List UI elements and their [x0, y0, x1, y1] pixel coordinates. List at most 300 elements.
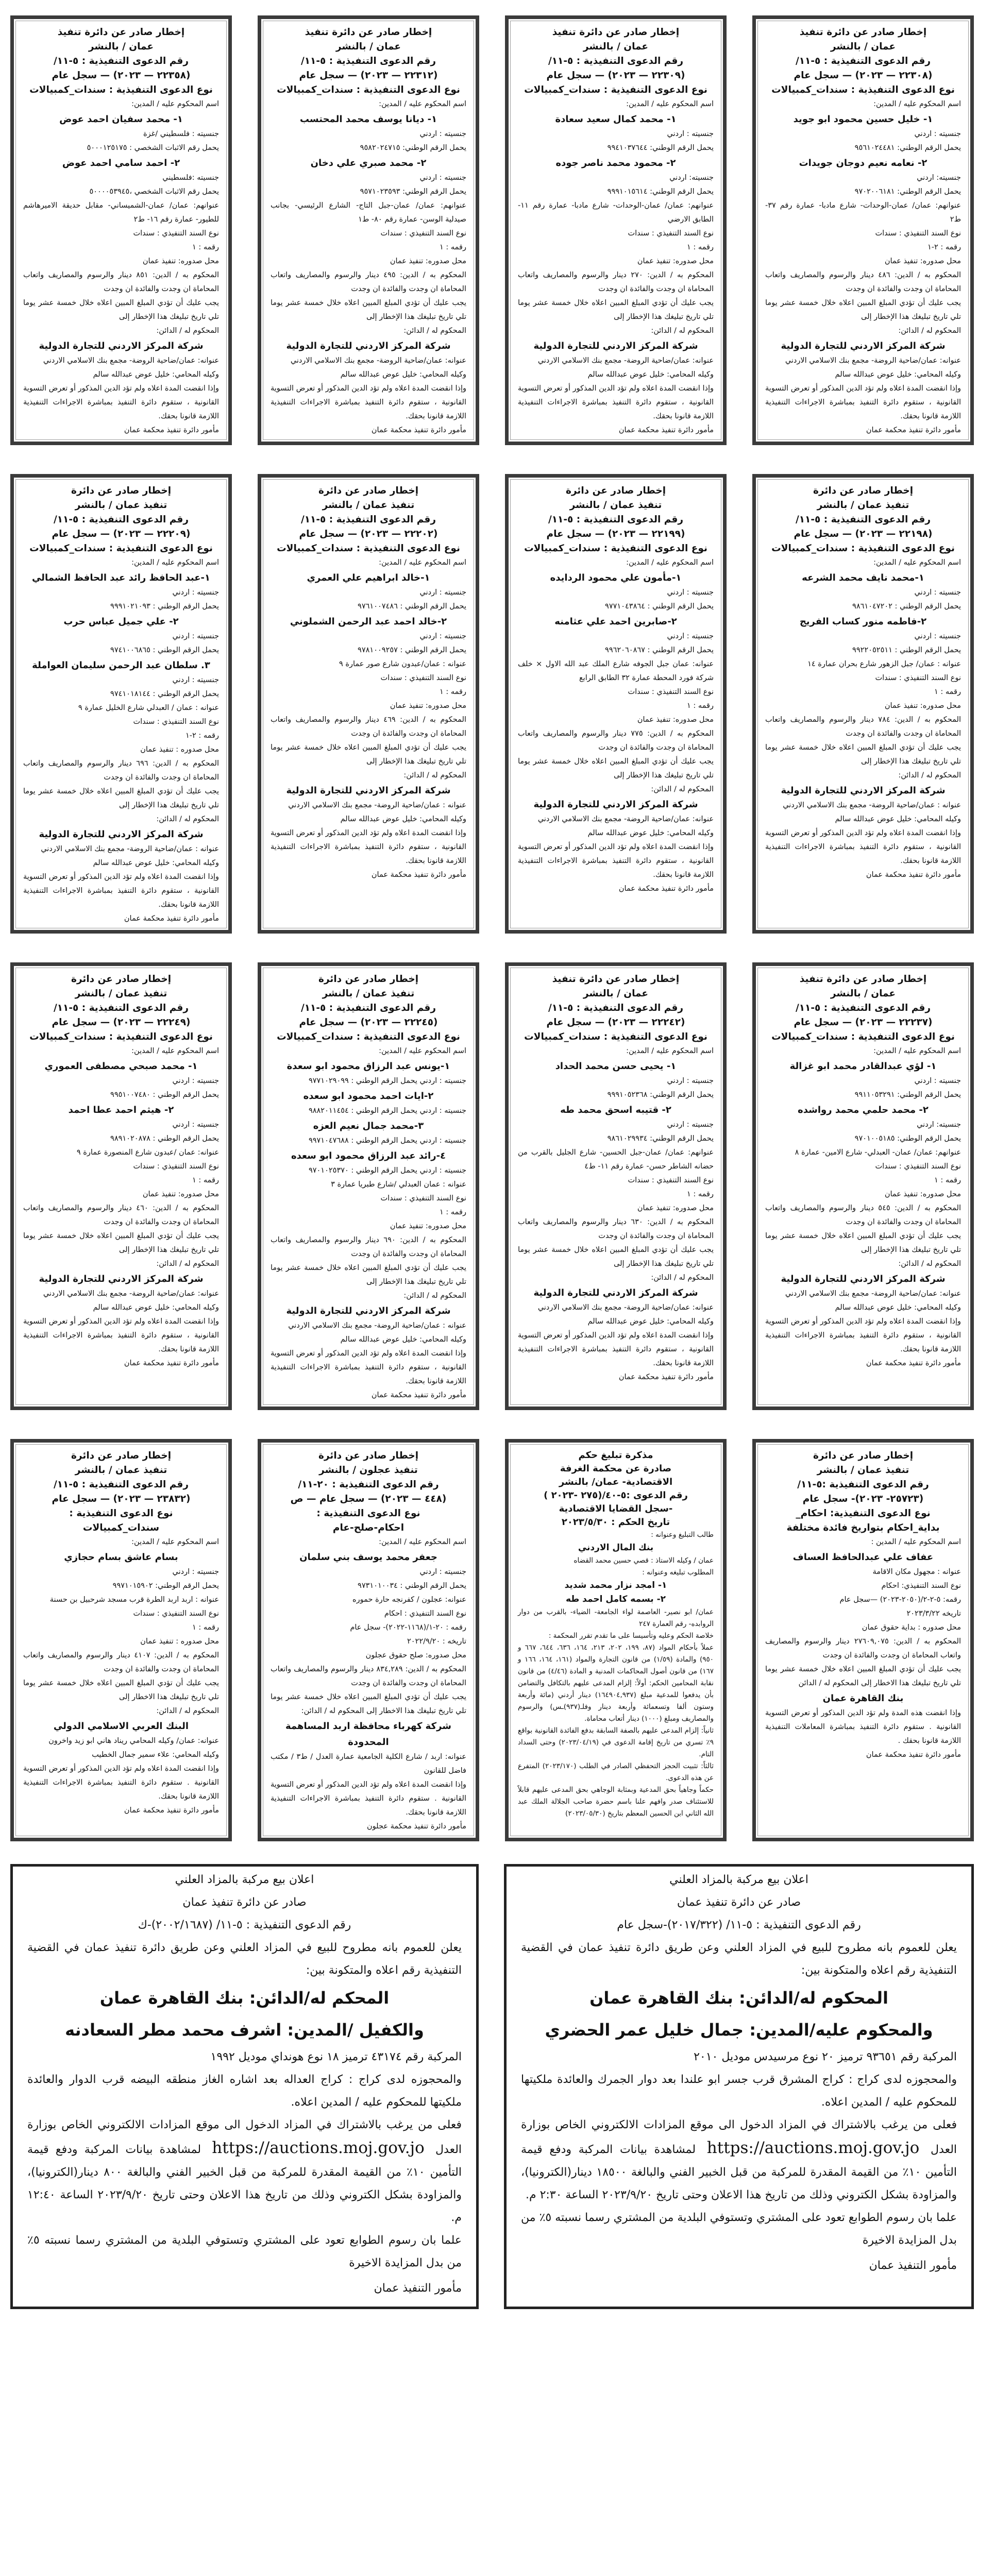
- notice-heading: رقم الدعوى التنفيذية : ٥-١١/: [53, 1003, 189, 1013]
- notice-text: وإذا انقضت المدة اعلاه ولم تؤد الدين المذكور أو تعرض التسوية القانونية ، ستقوم دائرة التنفيذ بمباشرة الاجراءات التنفيذية اللازمة قانونا بحقك.: [271, 384, 466, 420]
- notice-text: محل صدوره: تنفيذ عمان: [884, 257, 961, 265]
- notice-text: يحمل الرقم الوطني : ٩٧٧١٠٤٣٨٦٤: [605, 602, 714, 611]
- notice-text: المحكوم له / الدائن:: [651, 785, 714, 793]
- notice-text: المحكوم له / الدائن:: [156, 815, 219, 823]
- notice-text: عنوانه : اربد اربد الطرة قرب مسجد شرحبيل بن حسنة: [49, 1596, 219, 1604]
- party-name: بنك القاهرة عمان: [822, 1693, 904, 1704]
- notice-text: عنوانه: عمان/ضاحية الروضة- مجمع بنك الاسلامي الاردني: [290, 357, 466, 365]
- party-name: شركة المركز الاردني للتجارة الدولية: [286, 1306, 451, 1316]
- notice-heading: (٢٢١٩٩ — ٢٠٢٣) — سجل عام: [546, 529, 685, 539]
- party-name: ٢- محمد صبري علي دخان: [310, 158, 427, 168]
- notice-text: رقمه : ١: [934, 1176, 961, 1184]
- notice-heading: نوع الدعوى التنفيذية : سندات_كمبيالات: [277, 84, 460, 95]
- notice-text: عنوانه: عمان/ضاحية الروضة- مجمع بنك الاسلامي الاردني: [537, 1303, 714, 1312]
- notice-text: رقمه : ١: [687, 702, 714, 710]
- notice-text: جنسيته : اردني: [172, 1568, 219, 1576]
- notice-heading: نوع الدعوى التنفيذية : سندات_كمبيالات: [277, 543, 460, 554]
- notice-text: نوع السند التنفيذي : سندات: [628, 229, 714, 238]
- signature: مأمور دائرة تنفيذ محكمة عمان: [866, 1359, 961, 1367]
- notice-text: والمحجوزه لدى كراج : كراج العداله بعد اشاره الغاز منطقه البيضه قرب الدوار والعائدة ملكيتها للمحكوم عليه / المدين اعلاه.: [27, 2073, 462, 2109]
- notice-text: وكيله المحامي: خليل عوض عبدالله سالم: [835, 815, 961, 823]
- paragraph-text: لمشاهدة بيانات المركبة ودفع قيمة التأمين ١٠٪ من القيمة المقدرة للمركبة من قبل الخبير الفني والبالغة ٨٠٠ دينار(الكترونيا)، والمزاودة بشكل الكتروني وذلك من تاريخ هذا الاعلان وحتى تاريخ ٢٠٢٣/٩/٢٠ الساعة ١٢:٤٠ م.: [27, 2143, 462, 2224]
- notice-text: اسم المحكوم عليه / المدين:: [379, 558, 466, 567]
- notice-heading: إخطار صادر عن دائرة: [813, 1450, 914, 1461]
- notice-text: رقمه : ٢-١: [927, 243, 961, 251]
- notice-text: نوع السند التنفيذي: احكام: [881, 1582, 961, 1590]
- notice-heading: رقم الدعوى التنفيذية : ٥-١١/: [548, 1003, 684, 1013]
- notice-text: عنوانه: اربد / شارع الكلية الجامعية عمارة العدل / ط٣ / مكتب فاضل للقانون: [271, 1753, 467, 1775]
- notice-heading: إخطار صادر عن دائرة: [813, 485, 914, 496]
- notice-heading: (٢٣٨٣٢ — ٢٠٢٣) — سجل عام: [52, 1494, 191, 1504]
- notice-heading: نوع الدعوى التنفيذية :: [316, 1508, 420, 1519]
- notice-heading: رقم الدعوى التنفيذية : ٢٠-١١/: [298, 1479, 439, 1490]
- notice-heading: إخطار صادر عن دائرة تنفيذ: [57, 27, 185, 38]
- notice-text: يحمل الرقم الوطني: ٩٨٦١٠٢٩٩٣٤: [607, 1134, 714, 1143]
- notice-text: جنسيته : اردني يحمل الرقم الوطني : ٩٩٧١٠٤٧٦٨٨: [308, 1137, 466, 1145]
- notice-text: محل صدوره : تنفيذ عمان: [140, 745, 219, 754]
- notice-text: المحكوم له / الدائن:: [898, 771, 961, 779]
- notice-text: يحمل الرقم الوطني: ٩٧٠٢٠٠٦١٨١: [854, 188, 961, 196]
- notice-text: يحمل الرقم الوطني : ٩٧٨١٠٠٩٢٥٧: [358, 646, 466, 654]
- notice-heading: رقم الدعوى التنفيذية : ٥-١١/: [53, 56, 189, 66]
- notice-text: عنوانهم: عمان/ عمان- العبدلي- شارع الامين- عمارة ٨: [795, 1148, 961, 1157]
- signature: مأمور دائرة تنفيذ محكمة عمان: [866, 871, 961, 879]
- notice-text: المحكوم له / الدائن:: [156, 1707, 219, 1715]
- notice-heading: إخطار صادر عن دائرة تنفيذ: [799, 27, 927, 38]
- notice-text: جنسيته : اردني: [172, 1077, 219, 1085]
- signature: مأمور دائرة تنفيذ محكمة عمان: [866, 1751, 961, 1759]
- notice-text: يحمل الرقم الوطني: ٩٩٩١٠٥٢٣٦٨: [607, 1091, 714, 1099]
- notice-heading: (٤٤٨ — ٢٠٢٣) — سجل عام — ص: [290, 1494, 447, 1504]
- notice-text: عمان/ ابو نصير- العاصمة لواء الجامعة- الضياء- بالقرب من دوار الروابده- رقم العمارة ٢٤٧: [518, 1608, 714, 1628]
- notice-heading: تنفيذ عمان / بالنشر: [75, 500, 167, 511]
- notice-text: خلاصة الحكم وعليه وتأسيسا على ما تقدم تقرر المحكمة :: [548, 1632, 714, 1640]
- party-name: ٢-فاطمه منور كساب الفريج: [799, 616, 927, 627]
- notice-text: اسم المحكوم عليه / المدين:: [626, 558, 714, 567]
- party-name: ١-مأمون علي محمود الردايده: [550, 572, 682, 583]
- notice-text: يحمل الرقم الوطني : ٩٨٦١٠٤٧٢٠٢: [852, 602, 961, 611]
- notice-text: اسم المحكوم عليه / المدين:: [379, 100, 466, 108]
- notice-text: رقمه : ١: [440, 1208, 466, 1216]
- auction-ads-row: [10, 1864, 974, 2309]
- notice-heading: تنفيذ عمان / بالنشر: [817, 500, 909, 511]
- auction-website-link[interactable]: https://auctions.moj.gov.jo: [706, 2139, 920, 2157]
- notice-text: يعلن للعموم بانه مطروح للبيع في المزاد العلني وعن طريق دائرة تنفيذ عمان في القضية التنفيذية رقم اعلاه والمتكونة بين:: [27, 1941, 462, 1977]
- notice-text: اسم المحكوم عليه / المدين:: [873, 100, 961, 108]
- party-name: ١- محمد سفيان احمد عوض: [59, 114, 183, 125]
- notice-text: نوع السند التنفيذي : احكام: [384, 1609, 466, 1618]
- party-name: ١- محمد صبحي مصطفى العموري: [44, 1061, 198, 1072]
- signature: مأمور دائرة تنفيذ محكمة عجلون: [367, 1822, 466, 1831]
- legal-notice: [505, 962, 727, 1410]
- notice-text: محل صدوره: تنفيذ عمان: [390, 1222, 466, 1230]
- paragraph-text: فعلى من يرغب بالاشتراك في المزاد الدخول الى موقع المزادات الالكتروني الخاص بوزارة العدل: [521, 2119, 957, 2156]
- party-name: ٤-رائد عبد الرزاق محمود ابو سعده: [291, 1150, 446, 1161]
- party-name: ٢-ايات احمد محمود ابو سعده: [303, 1091, 434, 1101]
- notice-heading: إخطار صادر عن دائرة: [71, 974, 172, 985]
- notice-heading: تنفيذ عمان / بالنشر: [569, 500, 662, 511]
- ad-party-line: المحكم له/الدائن: بنك القاهرة عمان: [99, 1988, 390, 2008]
- party-name: ٢- نعامه نعيم دوجان جويدات: [799, 158, 927, 168]
- notice-text: وإذا انقضت المدة اعلاه ولم تؤد الدين المذكور أو تعرض التسوية القانونية ، ستقوم دائرة التنفيذ بمباشرة الاجراءات التنفيذية اللازمة قانونا بحقك.: [765, 1317, 961, 1353]
- notice-text: جنسيته :فلسطيني: [162, 174, 219, 182]
- notice-text: يحمل الرقم الوطني : ٩٨٩١٠٢٠٨٧٨: [110, 1134, 219, 1143]
- signature: مأمور التنفيذ عمان: [869, 2259, 957, 2272]
- notice-text: وكيله المحامي: خليل عوض عبدالله سالم: [587, 370, 714, 379]
- party-name: ٢- علي جميل عباس حرب: [63, 616, 179, 627]
- signature: مأمور دائرة تنفيذ محكمة عمان: [371, 426, 466, 434]
- notice-text: رقمه : ١: [440, 688, 466, 696]
- notice-text: رقمه : ٢-١: [185, 732, 219, 740]
- party-name: شركة المركز الاردني للتجارة الدولية: [39, 341, 204, 351]
- notice-text: المحكوم به / الدين: ٧٧٥ دينار والرسوم والمصاريف واتعاب المحاماة ان وجدت والفائدة ان وجدت: [518, 730, 714, 752]
- notice-text: المحكوم له / الدائن:: [403, 771, 466, 779]
- notice-heading: سندات_كمبيالات: [82, 1522, 160, 1533]
- notice-heading: احكام-صلح-عام: [332, 1522, 404, 1533]
- signature: مأمور دائرة تنفيذ محكمة عمان: [618, 885, 714, 893]
- ad-heading: رقم الدعوى التنفيذية : ٥-١١/ (٢٠٠٢/١٦٨٧)-ك: [138, 1919, 351, 1931]
- notice-heading: رقم الدعوى التنفيذية : ٥-١١/: [548, 56, 684, 66]
- party-name: ٢- هيثم احمد عطا احمد: [68, 1105, 174, 1115]
- notice-text: المحكوم له / الدائن:: [156, 1260, 219, 1268]
- notice-text: المحكوم له / الدائن:: [403, 1292, 466, 1300]
- notice-text: المحكوم له / الدائن:: [156, 327, 219, 335]
- party-name: شركة المركز الاردني للتجارة الدولية: [781, 341, 946, 351]
- notice-text: يجب عليك أن تؤدي المبلغ المبين اعلاه خلال خمسة عشر يوما تلي تاريخ تبليغك هذا الإخطار إلى: [765, 743, 961, 766]
- auction-website-paragraph: [27, 2114, 462, 2229]
- ad-heading: صادر عن دائرة تنفيذ عمان: [677, 1896, 801, 1909]
- notice-heading: تنفيذ عمان / بالنشر: [75, 1465, 167, 1476]
- notice-text: محل صدوره: تنفيذ عمان: [637, 1204, 714, 1212]
- notice-heading: عمان / بالنشر: [583, 41, 649, 52]
- notice-heading: بداية_احكام بتواريخ فائدة مختلفة: [786, 1522, 940, 1533]
- notice-text: يحمل الرقم الوطني: ٩٥٨٢٠٢٤٧١٥: [360, 144, 466, 152]
- notice-text: وإذا انقضت المدة اعلاه ولم تؤد الدين المذكور أو تعرض التسوية القانونية ، ستقوم دائرة التنفيذ بمباشرة الاجراءات التنفيذية اللازمة قانونا بحقك.: [271, 829, 466, 865]
- signature: مأمور دائرة تنفيذ محكمة عمان: [371, 871, 466, 879]
- notice-text: تاريخه ٢٠٢٣/٣/٢٢: [906, 1609, 961, 1618]
- notice-text: المحكوم به / الدين: ٦٣٠ دينار والرسوم والمصاريف واتعاب المحاماة ان وجدت والفائدة ان وجدت: [518, 1218, 714, 1240]
- party-name: ١- يحيى حسن محمد الحداد: [555, 1061, 677, 1072]
- notice-text: اسم المحكوم عليه / المدين:: [379, 1538, 466, 1546]
- notice-text: عنوانهم: عمان/ عمان-جبل الحسين- شارع الجليل بالقرب من حضانه الشاطر حسن- عمارة رقم ١١- ط٤: [518, 1148, 714, 1171]
- notice-heading: رقم الدعوى التنفيذية : ٥-١١/: [53, 514, 189, 525]
- notice-heading: نوع الدعوى التنفيذية : سندات_كمبيالات: [29, 1031, 213, 1042]
- paragraph-text: فعلى من يرغب بالاشتراك في المزاد الدخول الى موقع المزادات الالكتروني الخاص بوزارة العدل: [27, 2119, 462, 2156]
- notice-text: نوع السند التنفيذي : سندات: [133, 1609, 219, 1618]
- notice-text: عمان / وكيله الاستاذ : قصي حسين محمد القضاه: [574, 1556, 714, 1565]
- notice-text: يحمل الرقم الوطني : ٩٩٩١٠٢١٠٩٣: [110, 602, 219, 611]
- party-name: شركة المركز الاردني للتجارة الدولية: [39, 829, 204, 840]
- legal-notice: [505, 15, 727, 445]
- notice-text: وكيله المحامي: خليل عوض عبدالله سالم: [93, 370, 219, 379]
- party-name: عفاف علي عبدالحافظ العساف: [792, 1552, 934, 1563]
- auction-website-link[interactable]: https://auctions.moj.gov.jo: [212, 2139, 425, 2157]
- party-name: ١- خليل حسين محمود ابو جويد: [793, 114, 933, 125]
- vehicle-auction-ad: [504, 1864, 974, 2309]
- notice-text: محل صدوره: تنفيذ عمان: [637, 716, 714, 724]
- notice-heading: (٢٥٧٢٣- ٢٠٢٣)- سجل عام: [802, 1494, 924, 1504]
- notice-text: المحكوم به / الدين: ٤٦٠ دينار والرسوم والمصاريف واتعاب المحاماة ان وجدت والفائدة ان وجدت: [23, 1204, 219, 1226]
- notice-text: وكيله المحامي: علاء سمير جمال الخطيب: [92, 1751, 219, 1759]
- ad-heading: اعلان بيع مركبة بالمزاد العلني: [175, 1873, 314, 1886]
- notice-text: يجب عليك أن تؤدي المبلغ المبين اعلاه خلال خمسة عشر يوما تلي تاريخ تبليغك هذا الإخطار إلى: [518, 757, 714, 779]
- legal-notice: [258, 474, 479, 934]
- notice-heading: (٢٢٢٤٥ — ٢٠٢٣) — سجل عام: [299, 1017, 438, 1028]
- notice-heading: -سجل القضايا الاقتصادية: [559, 1503, 673, 1514]
- notice-heading: نوع الدعوى التنفيذية : سندات_كمبيالات: [524, 543, 707, 554]
- notice-text: يجب عليك أن تؤدي المبلغ المبين اعلاه خلال خمسة عشر يوما تلي تاريخ تبليغك هذا الإخطار إلى: [765, 299, 961, 321]
- notice-text: وإذا انقضت المدة اعلاه ولم تؤد الدين المذكور أو تعرض التسوية القانونية ، ستقوم دائرة التنفيذ بمباشرة الاجراءات التنفيذية اللازمة قانونا بحقك.: [518, 1331, 714, 1367]
- notice-text: يحمل الرقم الوطني: ٩٥٦١٠٢٤٤٨١: [854, 144, 961, 152]
- party-name: ٢- احمد سامي احمد عوض: [62, 158, 180, 168]
- notice-text: عنوانه : عمان/ضاحية الروضة- مجمع بنك الاسلامي الاردني: [288, 801, 466, 809]
- notice-heading: عمان / بالنشر: [88, 41, 154, 52]
- notice-text: المحكوم به / الدين: ٢٧٦٠٩,٠٧٥ دينار والرسوم والمصاريف واتعاب المحاماة ان وجدت والفائدة ان وجدت: [765, 1637, 961, 1659]
- signature: مأمور دائرة تنفيذ محكمة عمان: [866, 426, 961, 434]
- notice-text: محل صدوره: تنفيذ عمان: [390, 257, 466, 265]
- notice-text: عنوانهم: عمان/ عمان-جبل التاج- الشارع الرئيسي- بجانب صيدلية الوسن- عمارة رقم ٨٠- ط١: [271, 201, 466, 224]
- signature: مأمور دائرة تنفيذ محكمة عمان: [618, 426, 714, 434]
- notice-text: المطلوب تبليغه وعنوانه :: [642, 1568, 714, 1577]
- notice-text: يجب عليك أن تؤدي المبلغ المبين اعلاه خلال خمسة عشر يوما تلي تاريخ تبليغك هذا الإخطار إلى: [271, 743, 466, 766]
- signature: مأمور دائرة تنفيذ محكمة عمان: [618, 1373, 714, 1381]
- notice-text: رقمه : ١: [687, 243, 714, 251]
- notice-text: محل صدوره : بداية حقوق عمان: [862, 1623, 961, 1632]
- notice-text: المحكوم به / الدين: ٤١٠٧ دينار والرسوم والمصاريف واتعاب المحاماة ان وجدت والفائدة ان وجدت: [23, 1651, 219, 1673]
- notice-text: عنوانه : عمان/ جبل الزهور شارع بحران عمارة ١٤: [807, 660, 961, 668]
- notice-text: جنسيته : اردني: [914, 130, 961, 138]
- notice-text: جنسيته : اردني يحمل الرقم الوطني : ٩٨٨٢٠١١٤٥٤: [308, 1107, 466, 1115]
- notice-text: يحمل الرقم الوطني : ٩٧٤١٠٠٦٨٦٥: [110, 646, 219, 654]
- party-name: شركة المركز الاردني للتجارة الدولية: [781, 1274, 946, 1284]
- notice-text: جنسيته: اردني: [669, 174, 714, 182]
- notice-text: يعلن للعموم بانه مطروح للبيع في المزاد العلني وعن طريق دائرة تنفيذ عمان في القضية التنفيذية رقم اعلاه والمتكونة بين:: [521, 1941, 957, 1977]
- notice-text: جنسيته: اردني: [917, 1121, 961, 1129]
- notice-heading: نوع الدعوى التنفيذية : سندات_كمبيالات: [771, 84, 955, 95]
- notice-text: عنوانه : عمان/عبدون شارع صور عمارة ٩: [339, 660, 466, 668]
- notice-text: جنسيته : اردني: [419, 632, 466, 640]
- party-name: ٢- بسمه كامل احمد طه: [565, 1594, 666, 1604]
- notice-text: المحكوم به / الدين: ٦٩٠ دينار والرسوم والمصاريف واتعاب المحاماة ان وجدت والفائدة ان وجدت: [271, 1236, 466, 1258]
- party-name: شركة المركز الاردني للتجارة الدولية: [39, 1274, 204, 1284]
- legal-notice: [10, 1439, 232, 1841]
- notice-text: عنوانهم: عمان/ عمان-الوحدات- شارع مادبا- عمارة رقم ٣٧- ط٢: [765, 201, 961, 224]
- notice-heading: رقم الدعوى :٥-٤٠/(٢٧٥ -٢٠٢٣ ): [544, 1490, 688, 1501]
- notice-text: وإذا انقضت المدة اعلاه ولم تؤد الدين المذكور أو تعرض التسوية القانونية ، ستقوم دائرة التنفيذ بمباشرة الاجراءات التنفيذية اللازمة قانونا بحقك.: [518, 384, 714, 420]
- notice-text: المحكوم به / الدين: ٥٤٥ دينار والرسوم والمصاريف واتعاب المحاماة ان وجدت والفائدة ان وجدت: [765, 1204, 961, 1226]
- notice-text: رقمه : ١: [192, 1623, 219, 1632]
- legal-notice: [752, 474, 974, 934]
- notice-text: جنسيته : اردني: [172, 676, 219, 684]
- notice-heading: إخطار صادر عن دائرة: [565, 485, 666, 496]
- party-name: ٣-محمد جمال نعيم العزه: [313, 1121, 424, 1131]
- notice-heading: صادرة عن محكمة الغرفة: [560, 1463, 672, 1474]
- notice-text: عنوانه : عمان/ضاحية الروضة- مجمع بنك الاسلامي الاردني: [41, 845, 219, 853]
- notice-text: وكيله المحامي: خليل عوض عبدالله سالم: [835, 370, 961, 379]
- notice-text: المحكوم به / الدين: ٧٨٤ دينار والرسوم والمصاريف واتعاب المحاماة ان وجدت والفائدة ان وجدت: [765, 716, 961, 738]
- notice-text: يحمل رقم الاثبات الشخصي ،٥٠٠٠٠٥٣٩٤٥: [89, 188, 219, 196]
- notice-text: المحكوم به / الدين: ٤٩٥ دينار والرسوم والمصاريف واتعاب المحاماة ان وجدت والفائدة ان وجدت: [271, 271, 466, 293]
- notice-heading: (٢٢٣٥٨ — ٢٠٢٣) — سجل عام: [52, 70, 191, 81]
- notice-heading: إخطار صادر عن دائرة تنفيذ: [305, 27, 432, 38]
- notice-text: المحكوم به / الدين: ٤٨٦ دينار والرسوم والمصاريف واتعاب المحاماة ان وجدت والفائدة ان وجدت: [765, 271, 961, 293]
- notice-text: جنسيته : اردني: [914, 1077, 961, 1085]
- notice-text: المحكوم به / الدين: ٦٩٦ دينار والرسوم والمصاريف واتعاب المحاماة ان وجدت والفائدة ان وجدت: [23, 759, 219, 782]
- party-name: ٢- محمود محمد ناصر جوده: [555, 158, 676, 168]
- notice-text: المحكوم به / الدين: ٤٦٩ دينار والرسوم والمصاريف واتعاب المحاماة ان وجدت والفائدة ان وجدت: [271, 716, 466, 738]
- notice-heading: نوع الدعوى التنفيذية : سندات_كمبيالات: [771, 543, 955, 554]
- party-name: بنك المال الاردني: [578, 1543, 654, 1553]
- notice-text: نوع السند التنفيذي : سندات: [133, 229, 219, 238]
- notice-heading: إخطار صادر عن دائرة تنفيذ: [799, 974, 927, 985]
- notice-text: وإذا انقضت المدة اعلاه ولم تؤد الدين المذكور أو تعرض التسوية القانونية ، ستقوم دائرة التنفيذ بمباشرة الاجراءات التنفيذية اللازمة قانونا بحقك.: [518, 843, 714, 879]
- notice-text: نوع السند التنفيذي : سندات: [875, 1162, 961, 1171]
- notice-heading: إخطار صادر عن دائرة تنفيذ: [552, 27, 680, 38]
- notice-text: وكيله المحامي: خليل عوض عبدالله سالم: [587, 829, 714, 837]
- ad-party-line: والمحكوم عليه/المدين: جمال خليل عمر الحضري: [545, 2020, 933, 2040]
- notice-text: المحكوم له / الدائن:: [651, 327, 714, 335]
- notice-text: علما بان رسوم الطوابع تعود على المشتري وتستوفي البلدية من المشتري رسما نسبته ٥٪ من بدل المزايدة الاخيرة: [521, 2211, 957, 2247]
- notice-text: جنسيته : اردني يحمل الرقم الوطني : ٩٧٠١٠٢٥٣٧٠: [308, 1166, 466, 1175]
- ad-party-line: والكفيل /المدين: اشرف محمد مطر السعادنه: [65, 2020, 424, 2040]
- notice-text: اسم المحكوم عليه / المدين:: [131, 1047, 219, 1055]
- party-name: ١-عبد الحافظ رائد عبد الحافظ الشمالي: [31, 572, 211, 583]
- notice-text: يجب عليك أن تؤدي المبلغ المبين اعلاه خلال خمسة عشر يوما تلي تاريخ تبليغك هذا الإخطار إلى: [765, 1232, 961, 1254]
- notice-text: جنسيته : اردني: [667, 130, 714, 138]
- notice-text: محل صدوره: تنفيذ عمان: [637, 257, 714, 265]
- notice-text: يجب عليك أن تؤدي المبلغ المبين اعلاه خلال خمسة عشر يوما تلي تاريخ تبليغك هذا الإخطار إلى: [271, 1264, 466, 1286]
- party-name: شركة المركز الاردني للتجارة الدولية: [533, 341, 698, 351]
- notice-text: يجب عليك أن تؤدي المبلغ المبين اعلاه خلال خمسة عشر يوما تلي تاريخ تبليغك هذا الإخطار إلى: [23, 299, 219, 321]
- notice-text: محل صدوره: تنفيذ عمان: [884, 702, 961, 710]
- notice-heading: رقم الدعوى التنفيذية :٥-١١/: [797, 1479, 929, 1490]
- notice-text: جنسيته : اردني: [172, 588, 219, 597]
- notice-text: جنسيته : اردني: [419, 1568, 466, 1576]
- notice-heading: تنفيذ عمان / بالنشر: [817, 1465, 909, 1476]
- notice-text: جنسيته : اردني: [419, 130, 466, 138]
- notice-text: عنوانه : عمان / العبدلي شارع الخليل عمارة ٩: [78, 704, 219, 712]
- party-name: ١-محمد نايف محمد الشرعه: [802, 572, 924, 583]
- notice-heading: نوع الدعوى التنفيذية : سندات_كمبيالات: [524, 84, 707, 95]
- party-name: شركة المركز الاردني للتجارة الدولية: [286, 785, 451, 796]
- notice-heading: عمان / بالنشر: [583, 988, 649, 999]
- notice-heading: نوع الدعوى التنفيذية : سندات_كمبيالات: [29, 84, 213, 95]
- notice-heading: رقم الدعوى التنفيذية : ٥-١١/: [300, 1003, 436, 1013]
- notice-text: يجب عليك أن تؤدي المبلغ المبين اعلاه خلال خمسة عشر يوما تلي تاريخ تبليغك هذا الإخطار إلى: [23, 1232, 219, 1254]
- party-name: ٢-خالد احمد عبد الرحمن الشملوني: [290, 616, 447, 627]
- notice-text: يحمل الرقم الوطني: ٩٥٧١٠٢٣٥٩٣: [360, 188, 466, 196]
- notice-heading: إخطار صادر عن دائرة: [318, 974, 419, 985]
- notice-text: عنوانه: عمان/ضاحية الروضة- مجمع بنك الاسلامي الاردني: [43, 1290, 219, 1298]
- notice-heading: رقم الدعوى التنفيذية : ٥-١١/: [300, 514, 436, 525]
- notice-heading: مذكرة تبليغ حكم: [578, 1450, 653, 1461]
- notice-heading: نوع الدعوى التنفيذية :: [69, 1508, 173, 1519]
- notice-heading: تنفيذ عمان / بالنشر: [322, 988, 415, 999]
- notice-text: يجب عليك أن تؤدي المبلغ المبين اعلاه خلال خمسة عشر يوما تلي تاريخ تبليغك هذا الاخطار إلى المحكوم له / الدائن: [765, 1665, 961, 1687]
- notice-text: نوع السند التنفيذي : سندات: [133, 718, 219, 726]
- legal-notice: [10, 474, 232, 934]
- notice-text: محل صدوره: تنفيذ عمان: [142, 257, 219, 265]
- legal-notice: [10, 962, 232, 1410]
- party-name: ١- لؤي عبدالقادر محمد ابو غزالة: [789, 1061, 937, 1072]
- notice-text: اسم المحكوم عليه / المدين:: [626, 1047, 714, 1055]
- notice-heading: عمان / بالنشر: [830, 988, 896, 999]
- party-name: ١- محمد كمال سعيد سعادة: [555, 114, 677, 125]
- signature: مأمور التنفيذ عمان: [374, 2282, 462, 2295]
- notice-text: المحكوم به / الدين: ٨٣٤,٢٨٩ دينار والرسوم والمصاريف واتعاب المحاماة ان وجدت والفائدة ان وجدت: [271, 1665, 466, 1687]
- notice-text: وإذا انقضت المدة اعلاه ولم تؤد الدين المذكور أو تعرض التسوية القانونية ، ستقوم دائرة التنفيذ بمباشرة الاجراءات التنفيذية اللازمة قانونا بحقك.: [765, 829, 961, 865]
- notice-text: اسم المحكوم عليه / المدين:: [873, 558, 961, 567]
- notice-text: عنوانه: عمان/ضاحية الروضة- مجمع بنك الاسلامي الاردني: [785, 1290, 961, 1298]
- signature: مأمور دائرة تنفيذ محكمة عمان: [124, 426, 219, 434]
- paragraph-text: لمشاهدة بيانات المركبة ودفع قيمة التأمين ١٠٪ من القيمة المقدرة للمركبة من قبل الخبير الفني والبالغة ١٨٥٠٠ دينار(الكترونيا)، والمزاودة بشكل الكتروني وذلك من تاريخ هذا الاعلان وحتى تاريخ ٢٠٢٣/٩/٢٠ الساعة ٢:٣٠ م.: [521, 2143, 957, 2201]
- notice-heading: إخطار صادر عن دائرة: [318, 485, 419, 496]
- legal-notice: [505, 1439, 727, 1841]
- notice-text: جنسيته : اردني: [667, 1077, 714, 1085]
- notice-text: يحمل الرقم الوطني : ٩٩٦٢٠٦٠٨٦٧: [605, 646, 714, 654]
- notice-text: رقمه : ١: [440, 243, 466, 251]
- legal-notice: [10, 15, 232, 445]
- notice-heading: تنفيذ عمان / بالنشر: [75, 988, 167, 999]
- notice-text: جنسيته : اردني: [419, 174, 466, 182]
- notice-text: محل صدوره: تنفيذ عمان: [390, 702, 466, 710]
- notice-text: محل صدوره: تنفيذ عمان: [142, 1190, 219, 1198]
- notice-heading: رقم الدعوى التنفيذية : ٥-١١/: [53, 1479, 189, 1490]
- notice-text: اسم المحكوم عليه / المدين:: [131, 1538, 219, 1546]
- notice-text: رقمه : ١: [934, 688, 961, 696]
- notice-heading: إخطار صادر عن دائرة: [71, 1450, 172, 1461]
- notice-text: وإذا انقضت المدة اعلاه ولم تؤد الدين المذكور أو تعرض التسوية القانونية ، ستقوم دائرة التنفيذ بمباشرة الاجراءات التنفيذية اللازمة قانونا بحقك.: [23, 384, 219, 420]
- notice-heading: (٢٢٢٤٩ — ٢٠٢٣) — سجل عام: [52, 1017, 191, 1028]
- notice-heading: (٢٢١٩٨ — ٢٠٢٣) — سجل عام: [794, 529, 933, 539]
- party-name: شركة كهرباء محافظة اربد المساهمة المحدودة: [285, 1721, 451, 1748]
- notice-text: رقمه: ٥-٢-٢/(٢٠٥٠-٢٠٢٣) —سجل عام: [839, 1596, 961, 1604]
- party-name: ٢- قتيبه اسحق محمد طه: [560, 1105, 671, 1115]
- notice-text: عنوانه : عمان/ضاحية الروضة- مجمع بنك الاسلامي الاردني: [783, 801, 961, 809]
- notice-text: محل صدوره: تنفيذ عمان: [884, 1190, 961, 1198]
- notice-text: وإذا انقضت المدة اعلاه ولم تؤد الدين المذكور أو تعرض التسوية القانونية ، ستقوم دائرة التنفيذ بمباشرة الاجراءات التنفيذية اللازمة قانونا بحقك.: [765, 384, 961, 420]
- notice-heading: إخطار صادر عن دائرة تنفيذ: [552, 974, 680, 985]
- notice-text: وكيله المحامي: خليل عوض عبدالله سالم: [340, 815, 466, 823]
- notice-text: نوع السند التنفيذي : سندات: [875, 229, 961, 238]
- notice-text: عملاً بأحكام المواد (٨٧، ١٩٩، ٢٠٢، ٢١٣، ١٦٤، ٦٣٦، ٦٤٤، ٦٦٧ و ٩٥٠) والمادة (١/٥٩) من قانون التجارة والمواد (١٦١، ١٦٤، ١٦٦ و ١٦٧) من قانون أصول المحاكمات المدنية و المادة (٤/٤٦) من قانون نقابة المحامين الحكم: أولاً: إلزام المدعى عليهم بالتكافل والتضامن بأن يدفعوا للمدعية مبلغ (١٦٤٩٠٤,٩٣٧) دينار أردني (مائة وأربعة وستون ألفا وتسعمائة وأربعة دينار وفلـ(٩٣٧)ـس) والرسوم والمصاريف ومبلغ (١٠٠٠) دينار أتعاب محاماة.: [518, 1643, 714, 1723]
- notice-heading: (٢٢٢٣٧ — ٢٠٢٣) — سجل عام: [794, 1017, 933, 1028]
- legal-notice: [752, 1439, 974, 1841]
- notice-text: يحمل الرقم الوطني: ٩٩١١٠٥٣٢٩١: [854, 1091, 961, 1099]
- ad-heading: صادر عن دائرة تنفيذ عمان: [182, 1896, 307, 1909]
- notice-text: حكماً وجاهياً بحق المدعية وبمثابة الوجاهي بحق المدعى عليهم قابلاً للاستئناف صدر وافهم علنا باسم حضرة صاحب الجلالة الملك عبد الله الثاني ابن الحسين المعظم بتاريخ (٢٠٢٣/٠٥/٣٠): [518, 1786, 714, 1818]
- notice-heading: تنفيذ عجلون / بالنشر: [319, 1465, 418, 1476]
- notice-text: جنسيته: اردني: [917, 174, 961, 182]
- notice-text: يحمل الرقم الوطني: ٩٩٩١٠١٥٦١٤: [607, 188, 714, 196]
- signature: مأمور دائرة تنفيذ محكمة عمان: [124, 1806, 219, 1815]
- notice-text: المركبة رقم ٤٣١٧٤ ترميز ١٨ نوع هونداي موديل ١٩٩٢: [210, 2050, 462, 2063]
- notice-text: ثالثاً: تثبيت الحجز التحفظي الصادر في الطلب (٢٠٢٣/١٧٠) المتفرع عن هذه الدعوى.: [518, 1762, 714, 1782]
- notice-text: المركبة رقم ٩٣٦٥١ ترميز ٢٠ نوع مرسيدس موديل ٢٠١٠: [694, 2050, 957, 2063]
- notice-text: يحمل الرقم الوطني : ٩٩٥١٠٠٧٤٨٠: [110, 1091, 219, 1099]
- notice-text: رقمه : ٢٠-١/(١١٦٨-٢٠٢٢)- سجل عام: [350, 1623, 466, 1632]
- notice-heading: (٢٢٣٠٩ — ٢٠٢٣) — سجل عام: [546, 70, 685, 81]
- notice-text: نوع السند التنفيذي : سندات: [380, 674, 466, 682]
- notice-text: اسم المحكوم عليه / المدين:: [131, 558, 219, 567]
- notice-heading: رقم الدعوى التنفيذية : ٥-١١/: [300, 56, 436, 66]
- party-name: ٢- محمد حلمي محمد رواشده: [798, 1105, 929, 1115]
- notice-heading: إخطار صادر عن دائرة: [318, 1450, 419, 1461]
- notice-text: المحكوم له / الدائن:: [651, 1274, 714, 1282]
- notice-text: جنسيته : اردني: [914, 632, 961, 640]
- party-name: بسام عاشق بسام حجازي: [64, 1552, 178, 1563]
- party-name: ٢-صابرين احمد علي عثامنه: [554, 616, 677, 627]
